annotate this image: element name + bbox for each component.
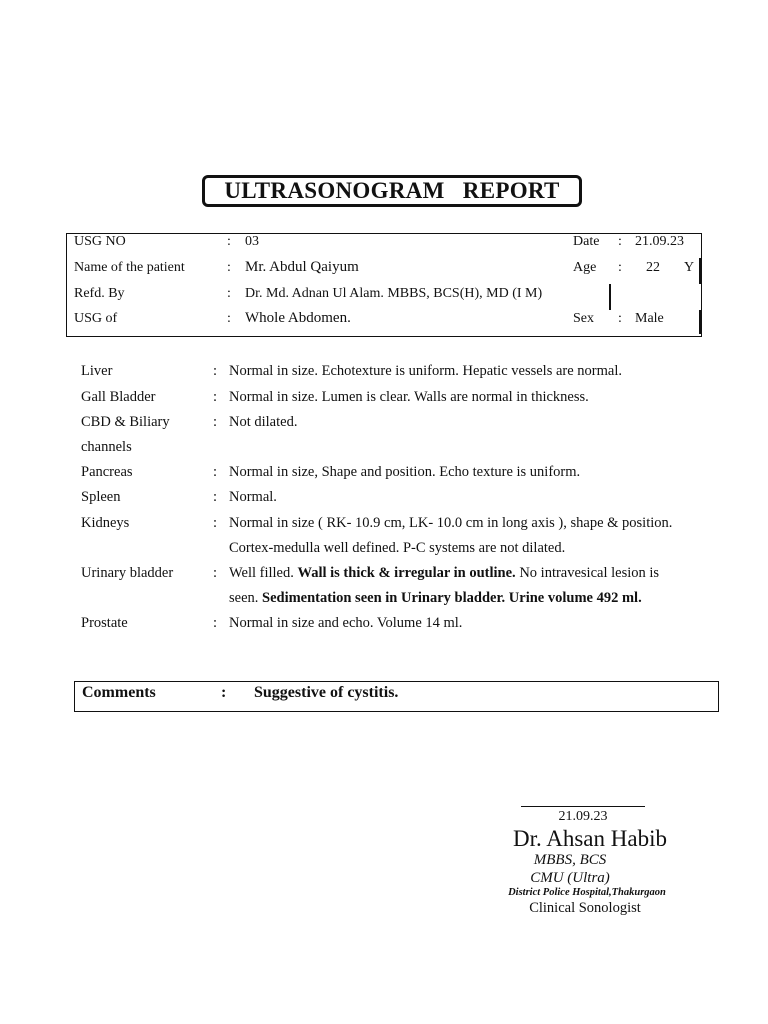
colon: : xyxy=(213,515,218,531)
comments-label: Comments xyxy=(82,684,156,701)
info-divider-refd xyxy=(609,284,611,310)
spleen-label: Spleen xyxy=(81,489,121,505)
colon: : xyxy=(618,234,622,249)
info-divider-age xyxy=(699,258,701,284)
liver-label: Liver xyxy=(81,363,113,379)
urinary-text-c: No intravesical lesion is xyxy=(515,565,660,581)
date-label: Date xyxy=(573,234,600,249)
colon: : xyxy=(227,260,231,275)
age-unit: Y xyxy=(684,260,695,275)
patient-info-box xyxy=(66,233,702,337)
pancreas-label: Pancreas xyxy=(81,464,133,480)
patient-name-label: Name of the patient xyxy=(74,260,185,275)
date-value: 21.09.23 xyxy=(635,234,684,249)
sex-label: Sex xyxy=(573,311,594,326)
usg-no-value: 03 xyxy=(245,234,259,249)
colon: : xyxy=(227,286,231,301)
gall-bladder-text: Normal in size. Lumen is clear. Walls are normal in thickness. xyxy=(229,389,589,405)
colon: : xyxy=(213,489,218,505)
urinary-bladder-text xyxy=(229,565,659,582)
doctor-role: Clinical Sonologist xyxy=(529,900,641,916)
patient-name-value: Mr. Abdul Qaiyum xyxy=(245,259,359,275)
refd-by-label: Refd. By xyxy=(74,286,125,301)
urinary-text-bold-a: Wall is thick & irregular in outline. xyxy=(297,565,516,581)
colon: : xyxy=(618,311,622,326)
liver-text: Normal in size. Echotexture is uniform. Hepatic vessels are normal. xyxy=(229,363,622,379)
report-title: ULTRASONOGRAM REPORT xyxy=(202,175,582,207)
pancreas-text: Normal in size, Shape and position. Echo texture is uniform. xyxy=(229,464,581,480)
doctor-cmu: CMU (Ultra) xyxy=(530,870,610,886)
colon: : xyxy=(213,615,218,631)
colon: : xyxy=(618,260,622,275)
colon: : xyxy=(213,389,218,405)
spleen-text: Normal. xyxy=(229,489,277,505)
urinary-bladder-label: Urinary bladder xyxy=(81,565,174,581)
colon: : xyxy=(213,464,218,480)
signature-line xyxy=(521,806,645,807)
kidneys-text: Normal in size ( RK- 10.9 cm, LK- 10.0 cm in long axis ), shape & position. xyxy=(229,515,673,531)
refd-by-value: Dr. Md. Adnan Ul Alam. MBBS, BCS(H), MD (I M) xyxy=(245,286,543,301)
kidneys-text-continued: Cortex-medulla well defined. P-C systems are not dilated. xyxy=(229,540,566,556)
cbd-label: CBD & Biliary xyxy=(81,414,170,430)
gall-bladder-label: Gall Bladder xyxy=(81,389,156,405)
age-value: 22 xyxy=(646,260,660,275)
colon: : xyxy=(227,234,231,249)
colon: : xyxy=(213,565,218,581)
urinary-text-d: seen. xyxy=(229,590,263,606)
cbd-label-continued: channels xyxy=(81,439,132,455)
colon: : xyxy=(213,363,218,379)
usg-of-value: Whole Abdomen. xyxy=(245,310,351,326)
info-divider-sex xyxy=(699,310,701,334)
doctor-degree: MBBS, BCS xyxy=(533,852,607,868)
doctor-hospital: District Police Hospital,Thakurgaon xyxy=(508,887,666,898)
comments-colon: : xyxy=(221,684,227,701)
urinary-bladder-text-continued xyxy=(229,590,642,607)
urinary-text-bold-e: Sedimentation seen in Urinary bladder. Urine volume 492 ml. xyxy=(262,590,642,606)
prostate-text: Normal in size and echo. Volume 14 ml. xyxy=(229,615,463,631)
cbd-text: Not dilated. xyxy=(229,414,298,430)
age-label: Age xyxy=(573,260,597,275)
urinary-text-a: Well filled. xyxy=(229,565,298,581)
colon: : xyxy=(213,414,218,430)
doctor-name: Dr. Ahsan Habib xyxy=(513,826,667,851)
sex-value: Male xyxy=(635,311,664,326)
usg-no-label: USG NO xyxy=(74,234,126,249)
colon: : xyxy=(227,311,231,326)
prostate-label: Prostate xyxy=(81,615,128,631)
signature-date: 21.09.23 xyxy=(558,809,608,824)
kidneys-label: Kidneys xyxy=(81,515,130,531)
usg-of-label: USG of xyxy=(74,311,118,326)
comments-text: Suggestive of cystitis. xyxy=(254,684,399,701)
